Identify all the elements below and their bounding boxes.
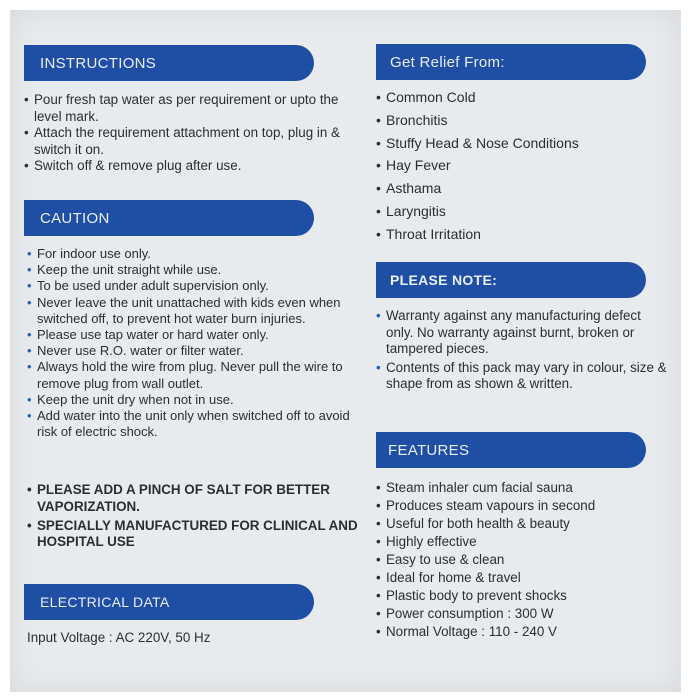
list-item: • Please use tap water or hard water only. — [27, 327, 269, 343]
features-banner — [376, 432, 646, 468]
list-item: • SPECIALLY MANUFACTURED FOR CLINICAL AND HOSPITAL USE — [27, 517, 358, 550]
list-item: • Attach the requirement attachment on top, plug in & switch it on. — [24, 125, 340, 157]
caution-list — [27, 246, 357, 440]
relief-list — [376, 89, 676, 248]
list-item: • To be used under adult supervision only. — [27, 278, 269, 294]
list-item: • Laryngitis — [376, 202, 446, 219]
list-item: • Always hold the wire from plug. Never pull the wire to remove plug from wall outlet. — [27, 359, 343, 391]
features-title: FEATURES — [388, 441, 470, 459]
electrical-title: ELECTRICAL DATA — [40, 594, 170, 610]
list-item: • Hay Fever — [376, 157, 451, 174]
list-item: • Normal Voltage : 110 - 240 V — [376, 623, 557, 639]
list-item: • Plastic body to prevent shocks — [376, 587, 567, 603]
caution-bold-list — [27, 482, 367, 551]
list-item: • Common Cold — [376, 89, 476, 105]
relief-title: Get Relief From: — [390, 53, 505, 71]
list-item: • Add water into the unit only when switched off to avoid risk of electric shock. — [27, 408, 350, 440]
list-item: • Bronchitis — [376, 111, 448, 128]
list-item: • Keep the unit straight while use. — [27, 262, 222, 278]
list-item: • Steam inhaler cum facial sauna — [376, 480, 573, 495]
list-item: • Keep the unit dry when not in use. — [27, 391, 234, 407]
list-item: • For indoor use only. — [27, 246, 151, 261]
list-item: • Never leave the unit unattached with kids even when switched off, to prevent hot water burn injuries. — [27, 294, 341, 326]
list-item: • Throat Irritation — [376, 225, 481, 242]
features-list — [376, 480, 668, 642]
list-item: • Power consumption : 300 W — [376, 605, 554, 621]
list-item: • PLEASE ADD A PINCH OF SALT FOR BETTER VAPORIZATION. — [27, 482, 330, 514]
note-title: PLEASE NOTE: — [390, 272, 498, 288]
instructions-title: INSTRUCTIONS — [40, 54, 157, 72]
electrical-text: Input Voltage : AC 220V, 50 Hz — [27, 630, 211, 645]
list-item: • Produces steam vapours in second — [376, 497, 596, 513]
list-item: • Contents of this pack may vary in colour, size & shape from as shown & written. — [376, 359, 667, 392]
list-item: • Stuffy Head & Nose Conditions — [376, 134, 579, 151]
list-item: • Ideal for home & travel — [376, 569, 521, 585]
list-item: • Never use R.O. water or filter water. — [27, 343, 244, 359]
list-item: • Warranty against any manufacturing defect only. No warranty against burnt, broken or tampered pieces. — [376, 308, 641, 357]
note-banner — [376, 262, 646, 298]
caution-banner — [24, 200, 314, 236]
list-item: • Highly effective — [376, 533, 477, 549]
caution-title: CAUTION — [40, 209, 110, 227]
relief-banner — [376, 44, 646, 80]
list-item: • Useful for both health & beauty — [376, 515, 570, 531]
note-list — [376, 308, 668, 393]
instructions-list — [24, 92, 344, 175]
list-item: • Easy to use & clean — [376, 551, 505, 567]
instructions-banner — [24, 45, 314, 81]
list-item: • Pour fresh tap water as per requirement or upto the level mark. — [24, 92, 339, 124]
list-item: • Asthama — [376, 180, 442, 197]
box-panel — [10, 10, 681, 692]
list-item: • Switch off & remove plug after use. — [24, 158, 242, 174]
electrical-banner — [24, 584, 314, 620]
